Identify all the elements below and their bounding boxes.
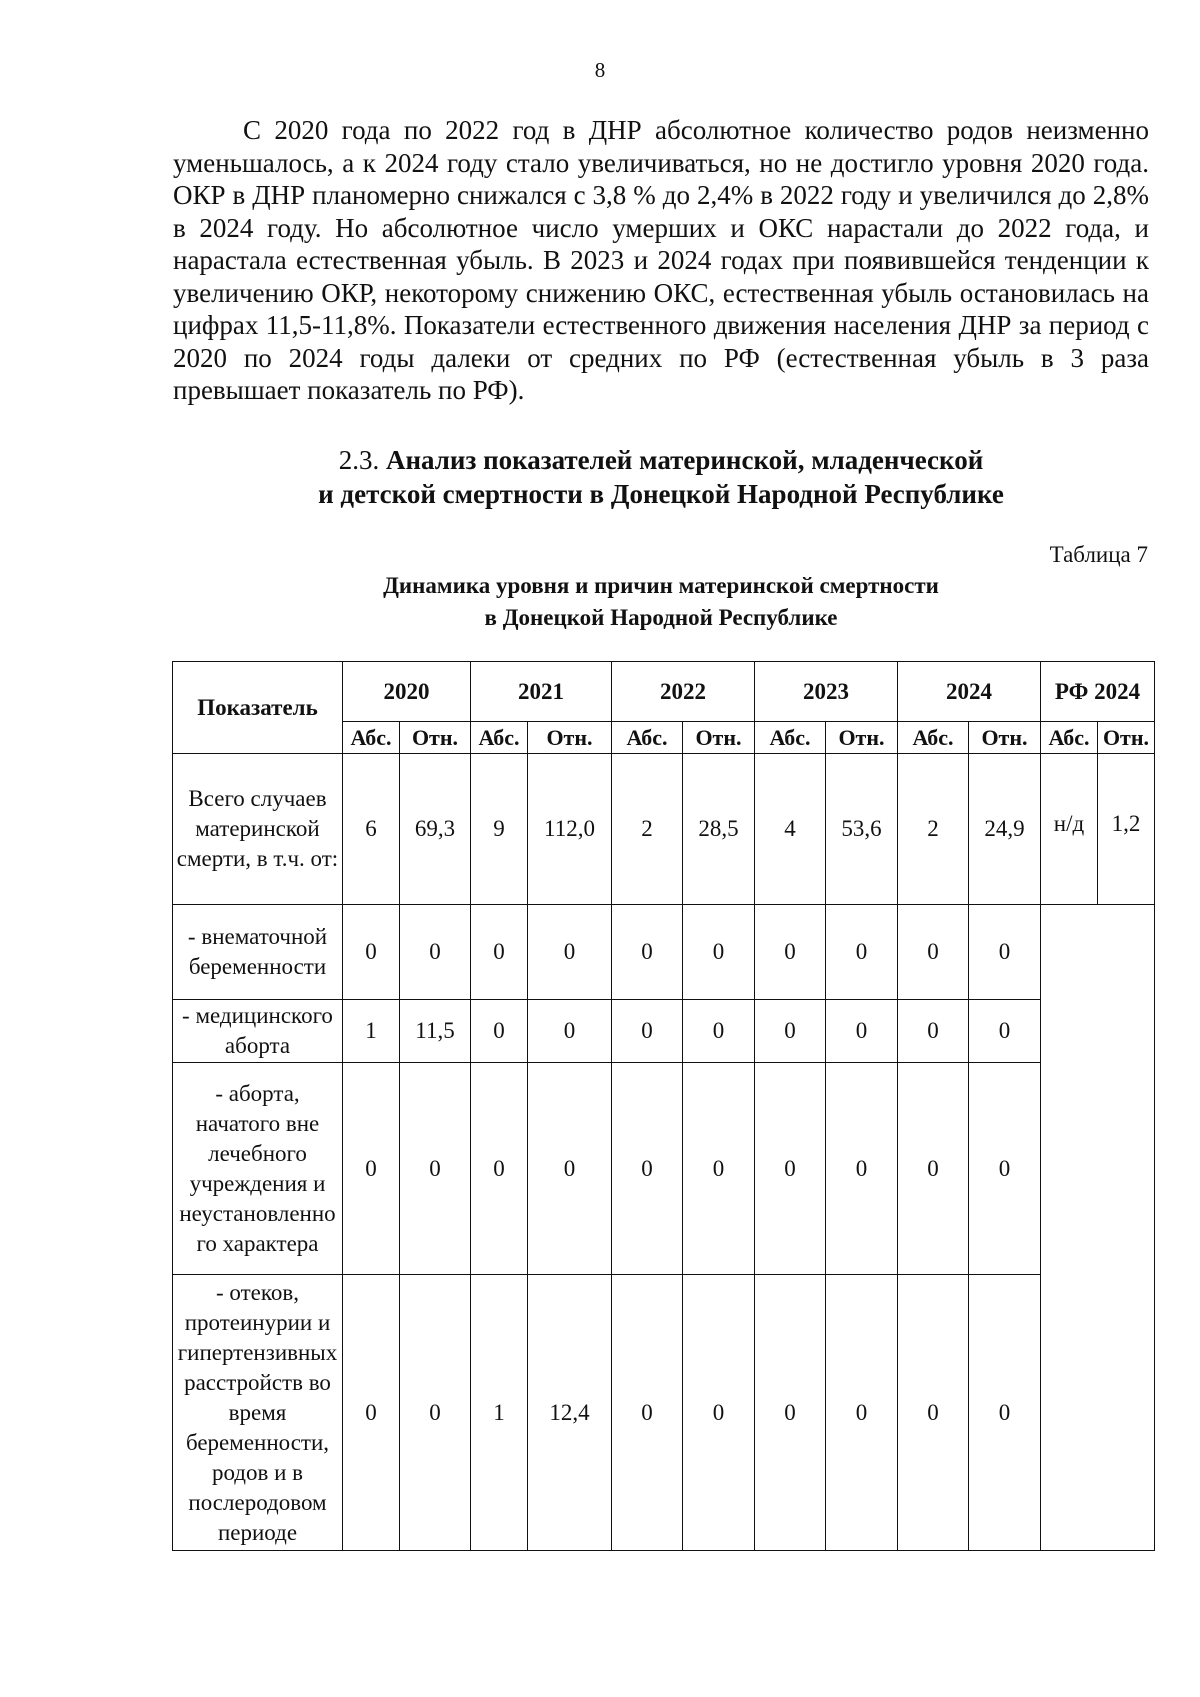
table-row <box>173 1063 1155 1275</box>
cell-value: 0 <box>683 1063 755 1275</box>
abs-header: Абс. <box>898 722 969 754</box>
cell-value: 0 <box>612 905 683 1000</box>
cell-value: 0 <box>528 1063 612 1275</box>
cell-value: 0 <box>755 1275 826 1551</box>
rel-header: Отн. <box>528 722 612 754</box>
cell-value: 6 <box>343 754 400 905</box>
cell-value: 0 <box>528 1000 612 1063</box>
cell-value: 0 <box>471 1063 528 1275</box>
cell-value: 0 <box>343 1063 400 1275</box>
cell-value: 0 <box>612 1063 683 1275</box>
table-row <box>173 1275 1155 1551</box>
table-title-line2: в Донецкой Народной Республике <box>484 605 838 630</box>
cell-value: 0 <box>755 1063 826 1275</box>
cell-value: 0 <box>826 1063 898 1275</box>
cell-value: 53,6 <box>826 754 898 905</box>
cell-value: 0 <box>471 1000 528 1063</box>
year-header: 2022 <box>612 662 755 722</box>
cell-value: 0 <box>683 905 755 1000</box>
cell-value: 12,4 <box>528 1275 612 1551</box>
cell-value: 0 <box>826 905 898 1000</box>
cell-value: 0 <box>683 1000 755 1063</box>
indicator-header: Показатель <box>173 662 343 754</box>
abs-header: Абс. <box>612 722 683 754</box>
cell-value: 1 <box>343 1000 400 1063</box>
cell-value: 0 <box>755 1000 826 1063</box>
row-label: - медицинского аборта <box>173 1000 343 1063</box>
cell-value: 69,3 <box>400 754 471 905</box>
cell-value: 2 <box>612 754 683 905</box>
cell-value: 2 <box>898 754 969 905</box>
cell-value: 11,5 <box>400 1000 471 1063</box>
rf-abs-cell <box>1041 754 1098 905</box>
rf-rel-value: 1,2 <box>1111 811 1141 836</box>
cell-value: 0 <box>343 905 400 1000</box>
rel-header: Отн. <box>1098 722 1155 754</box>
cell-value: 0 <box>969 1063 1041 1275</box>
rf-empty-cell <box>1041 905 1155 1551</box>
row-label: Всего случаев материнской смерти, в т.ч. от: <box>173 754 343 905</box>
cell-value: 1 <box>471 1275 528 1551</box>
cell-value: 0 <box>471 905 528 1000</box>
table-title-line1: Динамика уровня и причин материнской смертности <box>383 573 939 598</box>
cell-value: 0 <box>969 905 1041 1000</box>
cell-value: 4 <box>755 754 826 905</box>
year-header: 2021 <box>471 662 612 722</box>
year-header: 2020 <box>343 662 471 722</box>
maternal-mortality-table <box>172 661 1155 1551</box>
abs-header: Абс. <box>343 722 400 754</box>
abs-header: Абс. <box>755 722 826 754</box>
header-row-years <box>173 662 1155 722</box>
cell-value: 0 <box>755 905 826 1000</box>
cell-value: 0 <box>400 1275 471 1551</box>
cell-value: 0 <box>898 1063 969 1275</box>
cell-value: 112,0 <box>528 754 612 905</box>
table-row <box>173 905 1155 1000</box>
cell-value: 0 <box>612 1000 683 1063</box>
cell-value: 0 <box>898 1000 969 1063</box>
cell-value: 0 <box>898 905 969 1000</box>
abs-header: Абс. <box>471 722 528 754</box>
rel-header: Отн. <box>969 722 1041 754</box>
row-label: - внематочной беременности <box>173 905 343 1000</box>
cell-value: 0 <box>400 905 471 1000</box>
cell-value: 0 <box>826 1275 898 1551</box>
rel-header: Отн. <box>826 722 898 754</box>
rf-abs-value: н/д <box>1053 811 1085 836</box>
cell-value: 9 <box>471 754 528 905</box>
rf-rel-cell <box>1098 754 1155 905</box>
cell-value: 0 <box>528 905 612 1000</box>
section-number: 2.3. <box>338 445 380 475</box>
abs-header: Абс. <box>1041 722 1098 754</box>
year-header: 2023 <box>755 662 898 722</box>
page-number: 8 <box>594 58 606 82</box>
section-title-line2: и детской смертности в Донецкой Народной Республике <box>318 479 1004 509</box>
cell-value: 0 <box>343 1275 400 1551</box>
cell-value: 24,9 <box>969 754 1041 905</box>
body-paragraph: С 2020 года по 2022 год в ДНР абсолютное количество родов неизменно уменьшалось, а к 2024 году стало увеличиваться, но не достигло уровня 2020 года. ОКР в ДНР планомерно снижался с 3,8 % до 2,4% в 2022 году и увеличился до 2,8% в 2024 году. Но абсолютное число умерших и ОКС нарастали до 2022 года, и нарастала естественная убыль. В 2023 и 2024 годах при появившейся тенденции к увеличению ОКР, некоторому снижению ОКС, естественная убыль остановилась на цифрах 11,5-11,8%. Показатели естественного движения населения ДНР за период с 2020 по 2024 годы далеки от средних по РФ (естественная убыль в 3 раза превышает показатель по РФ). <box>173 115 1149 405</box>
rel-header: Отн. <box>400 722 471 754</box>
row-label: - аборта, начатого вне лечебного учреждения и неустановленно го характера <box>173 1063 343 1275</box>
cell-value: 0 <box>826 1000 898 1063</box>
cell-value: 0 <box>612 1275 683 1551</box>
section-heading <box>173 443 1149 511</box>
cell-value: 0 <box>969 1000 1041 1063</box>
table-title <box>173 570 1149 634</box>
cell-value: 0 <box>898 1275 969 1551</box>
cell-value: 0 <box>969 1275 1041 1551</box>
cell-value: 0 <box>683 1275 755 1551</box>
table-row <box>173 1000 1155 1063</box>
year-header: РФ 2024 <box>1041 662 1155 722</box>
table-label: Таблица 7 <box>1049 542 1148 567</box>
cell-value: 0 <box>400 1063 471 1275</box>
cell-value: 28,5 <box>683 754 755 905</box>
row-label: - отеков, протеинурии и гипертензивных расстройств во время беременности, родов и в послеродовом периоде <box>173 1275 343 1551</box>
year-header: 2024 <box>898 662 1041 722</box>
rel-header: Отн. <box>683 722 755 754</box>
section-title-line1: Анализ показателей материнской, младенческой <box>385 445 984 475</box>
table-row <box>173 754 1155 905</box>
